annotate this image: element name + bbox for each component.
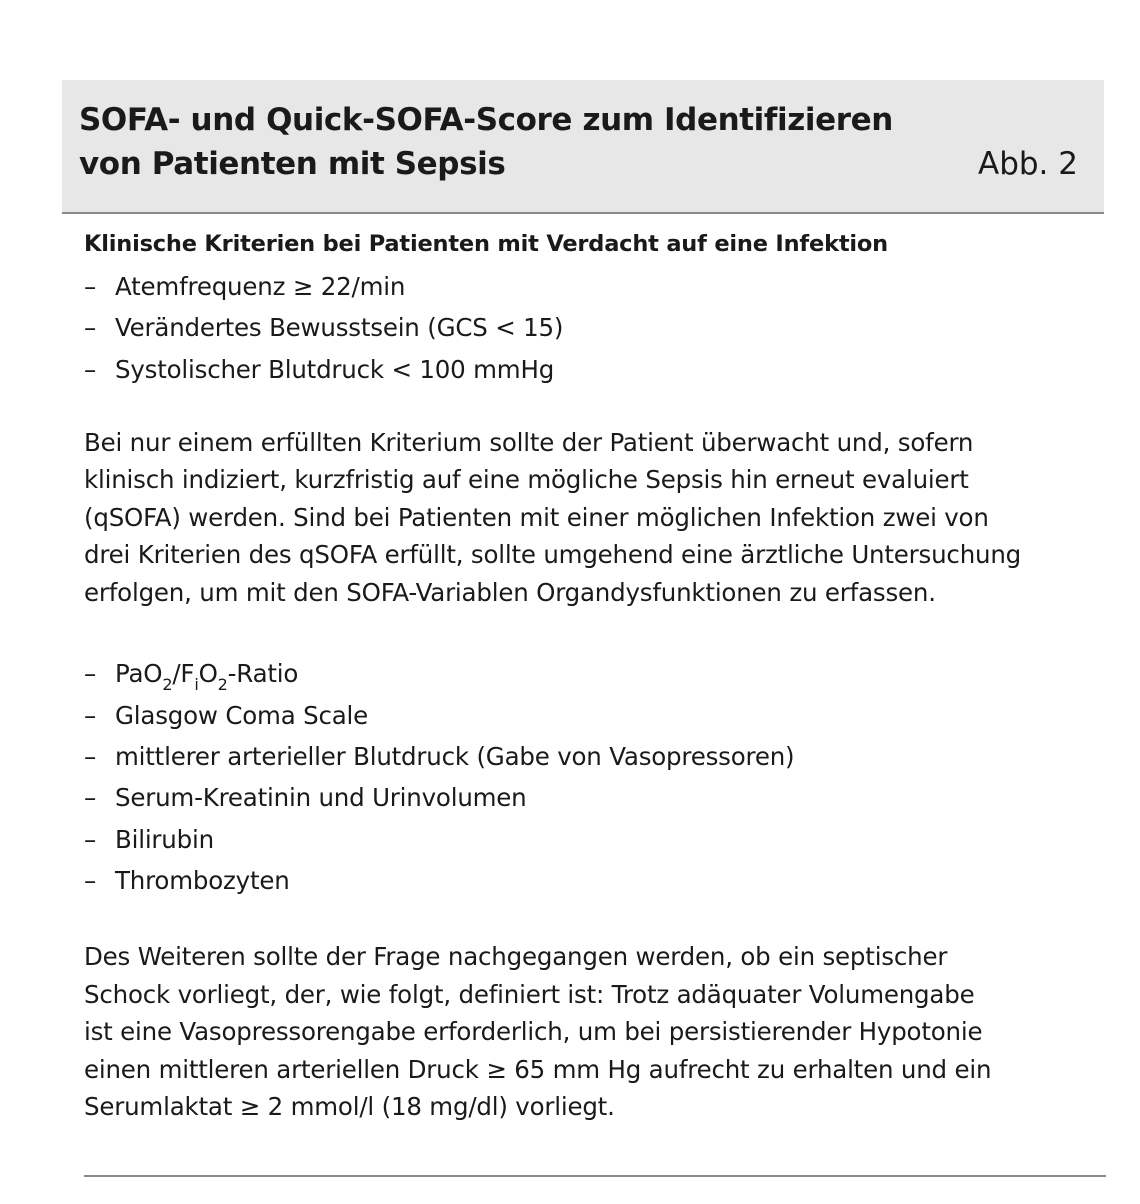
figure-header — [62, 80, 1104, 214]
list-item-text: Thrombozyten — [115, 865, 290, 895]
paragraph-line: ist eine Vasopressorengabe erforderlich, um bei persistierender Hypotonie — [84, 1017, 983, 1047]
bottom-divider — [84, 1175, 1106, 1177]
paragraph-line: Schock vorliegt, der, wie folgt, definiert ist: Trotz adäquater Volumengabe — [84, 979, 975, 1009]
paragraph-line: drei Kriterien des qSOFA erfüllt, sollte umgehend eine ärztliche Untersuchung — [84, 540, 1022, 570]
figure-title — [79, 98, 939, 186]
paragraph-line: klinisch indiziert, kurzfristig auf eine mögliche Sepsis hin erneut evaluiert — [84, 465, 969, 495]
list-item-text: Systolischer Blutdruck < 100 mmHg — [115, 354, 555, 384]
figure-label: Abb. 2 — [978, 146, 1078, 182]
qsofa-criteria-list — [84, 266, 1094, 390]
qsofa-heading: Klinische Kriterien bei Patienten mit Verdacht auf eine Infektion — [84, 231, 888, 257]
list-item-text: Serum-Kreatinin und Urinvolumen — [115, 783, 527, 813]
dash-bullet: – — [84, 741, 97, 771]
dash-bullet: – — [84, 824, 97, 854]
list-item — [84, 695, 1094, 736]
list-item — [84, 860, 1094, 901]
paragraph-line: Serumlaktat ≥ 2 mmol/l (18 mg/dl) vorliegt. — [84, 1092, 615, 1122]
dash-bullet: – — [84, 354, 97, 384]
dash-bullet: – — [84, 313, 97, 343]
list-item — [84, 777, 1094, 818]
list-item — [84, 307, 1094, 348]
list-item-text: Glasgow Coma Scale — [115, 700, 369, 730]
title-line: SOFA- und Quick-SOFA-Score zum Identifizieren — [79, 102, 893, 138]
list-item — [84, 819, 1094, 860]
title-line: von Patienten mit Sepsis — [79, 146, 506, 182]
list-item-text: Verändertes Bewusstsein (GCS < 15) — [115, 313, 564, 343]
dash-bullet: – — [84, 272, 97, 301]
figure-body — [84, 226, 1094, 1126]
list-item — [84, 266, 1094, 307]
paragraph-line: (qSOFA) werden. Sind bei Patienten mit einer möglichen Infektion zwei von — [84, 502, 989, 532]
list-item — [84, 349, 1094, 390]
paragraph-line: Bei nur einem erfüllten Kriterium sollte der Patient überwacht und, sofern — [84, 427, 974, 457]
dash-bullet: – — [84, 700, 97, 730]
paragraph-line: erfolgen, um mit den SOFA-Variablen Organdysfunktionen zu erfassen. — [84, 577, 936, 607]
list-item — [84, 653, 1094, 694]
paragraph-line: einen mittleren arteriellen Druck ≥ 65 mm Hg aufrecht zu erhalten und ein — [84, 1054, 992, 1084]
dash-bullet: – — [84, 783, 97, 813]
dash-bullet: – — [84, 659, 97, 689]
list-item — [84, 736, 1094, 777]
pao2-fio2-ratio: $PaO_2/F_iO_2$-Ratio — [115, 659, 299, 695]
septic-shock-paragraph — [84, 938, 1094, 1126]
list-item-text: Bilirubin — [115, 824, 214, 854]
paragraph-line: Des Weiteren sollte der Frage nachgegangen werden, ob ein septischer — [84, 942, 948, 972]
dash-bullet: – — [84, 865, 97, 895]
sofa-variables-list — [84, 653, 1094, 901]
list-item-text: mittlerer arterieller Blutdruck (Gabe von Vasopressoren) — [115, 741, 795, 771]
list-item-text: Atemfrequenz ≥ 22/min — [115, 272, 406, 301]
evaluation-paragraph — [84, 424, 1094, 612]
